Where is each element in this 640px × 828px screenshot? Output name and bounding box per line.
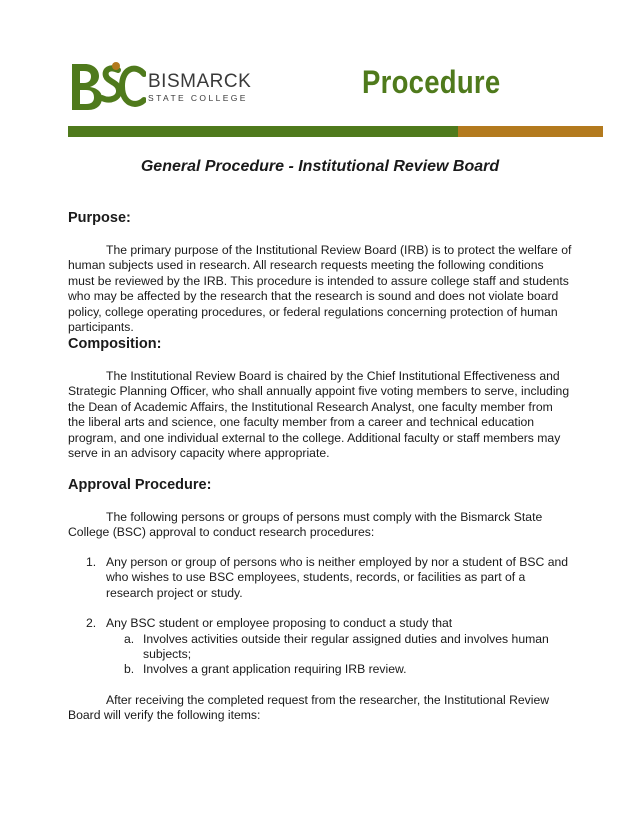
list-item-text: Any person or group of persons who is neither employed by nor a student of BSC and who wishes to use BSC employees, students, records, or facilities as part of a research project or study. [106, 555, 569, 600]
logo-name: BISMARCK [148, 71, 252, 92]
sublist-item-text: Involves activities outside their regular assigned duties and involves human subjects; [143, 631, 549, 662]
document-title: General Procedure - Institutional Review Board [140, 158, 500, 175]
college-logo [66, 60, 256, 116]
sublist-item-letter: b. [124, 662, 135, 677]
approval-heading: Approval Procedure: [68, 477, 212, 493]
header-bar-green [68, 126, 458, 137]
list-item-number: 1. [86, 555, 97, 569]
approval-list [86, 555, 576, 678]
header-divider-bar [68, 126, 603, 137]
sublist-item [106, 662, 576, 677]
approval-intro-paragraph [68, 510, 572, 541]
document-type-label: Procedure [362, 64, 501, 100]
approval-closing-text: After receiving the completed request from the researcher, the Institutional Review Board will verify the following items: [68, 693, 550, 723]
list-item-text: Any BSC student or employee proposing to conduct a study that [106, 616, 453, 631]
purpose-paragraph [68, 243, 572, 335]
composition-paragraph [68, 369, 572, 461]
purpose-text: The primary purpose of the Institutional Review Board (IRB) is to protect the welfare of human subjects used in research. All research requests meeting the following conditions must be reviewed by the IRB. This procedure is intended to assure college staff and students who may be affected by the research that the research is sound and does not violate board policy, college operating procedures, or federal regulations concerning protection of human participants. [68, 243, 572, 335]
list-item [86, 555, 576, 601]
sublist-item-letter: a. [124, 631, 135, 646]
purpose-heading: Purpose: [68, 210, 131, 226]
composition-text: The Institutional Review Board is chaired by the Chief Institutional Effectiveness and Strategic Planning Officer, who shall annually appoint five voting members to serve, including the Dean of Academic Affairs, the Institutional Research Analyst, one faculty member from the liberal arts and science, one faculty member from a career and technical education program, and one individual external to the college. Additional faculty or staff members may serve in an advisory capacity where appropriate. [68, 369, 570, 461]
logo-subtitle: STATE COLLEGE [148, 93, 248, 103]
approval-closing-paragraph [68, 693, 572, 724]
list-item [86, 616, 576, 678]
list-item-number: 2. [86, 616, 97, 631]
composition-heading: Composition: [68, 336, 162, 352]
approval-sublist [106, 632, 576, 678]
approval-intro-text: The following persons or groups of persons must comply with the Bismarck State College (BSC) approval to conduct research procedures: [68, 510, 543, 540]
header-bar-gold [458, 126, 603, 137]
sublist-item-text: Involves a grant application requiring IRB review. [143, 662, 407, 677]
bsc-logo-mark-icon [66, 60, 146, 116]
sublist-item [106, 632, 576, 663]
